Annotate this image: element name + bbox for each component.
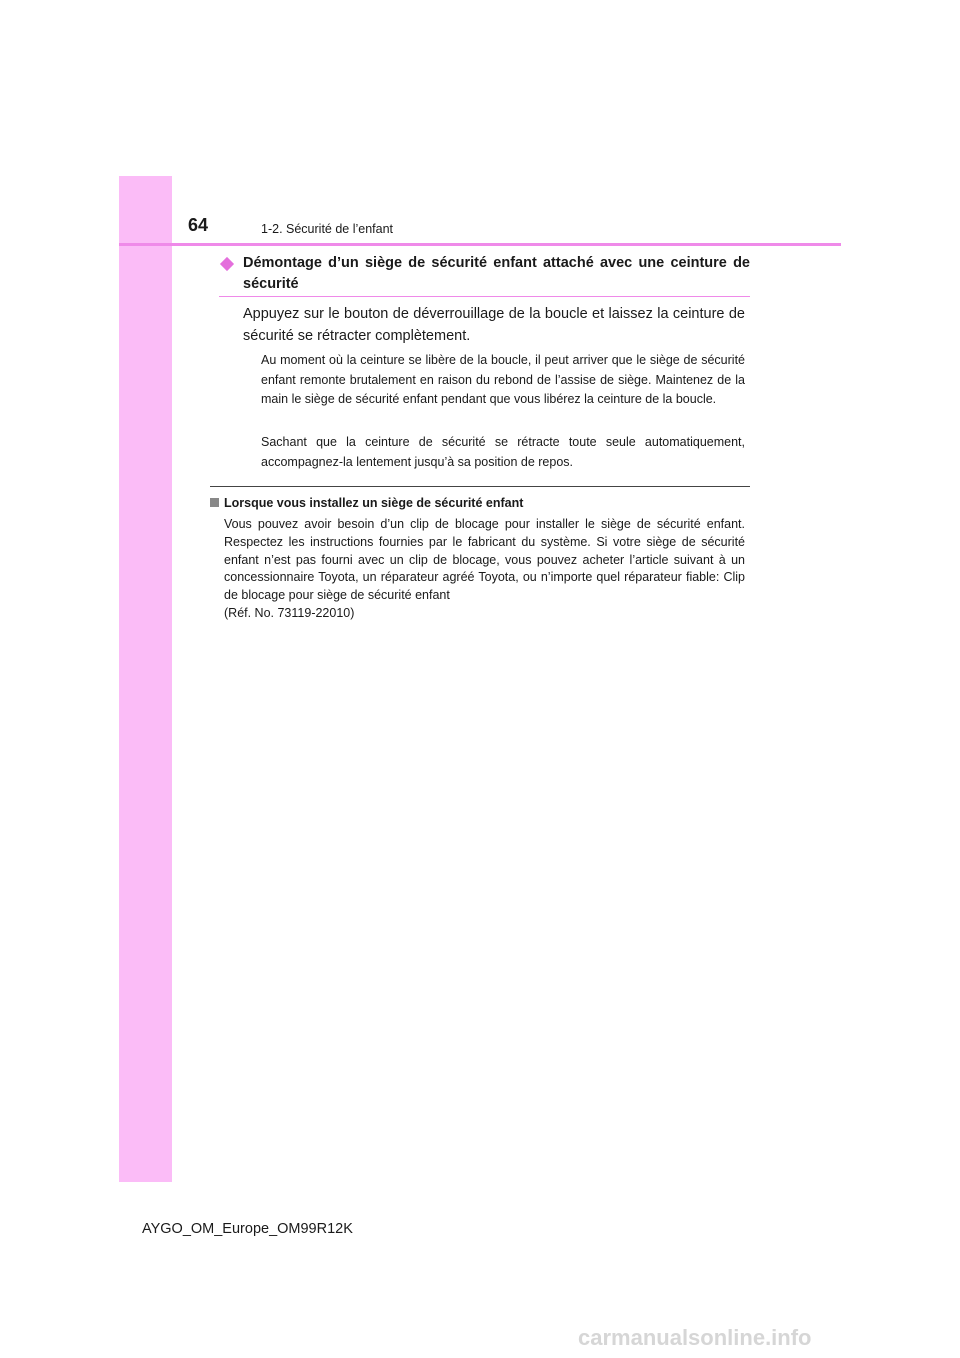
page-number: 64 <box>188 215 209 235</box>
subheading-text: Démontage d’un siège de sécurité enfant attaché avec une ceinture de sécurité <box>243 255 750 292</box>
watermark: carmanualsonline.info <box>578 1325 812 1350</box>
info-body-reference: (Réf. No. 73119-22010) <box>224 605 355 620</box>
info-heading-text: Lorsque vous installez un siège de sécurité enfant <box>224 496 524 510</box>
info-heading <box>210 496 523 510</box>
note-paragraph: Sachant que la ceinture de sécurité se rétracte toute seule automatiquement, accompagnez-la lentement jusqu’à sa position de repos. <box>261 435 745 469</box>
footer-document-code: AYGO_OM_Europe_OM99R12K <box>142 1221 353 1237</box>
diamond-bullet-icon <box>220 257 234 271</box>
subheading-rule <box>219 296 750 297</box>
note-paragraph: Au moment où la ceinture se libère de la boucle, il peut arriver que le siège de sécurité enfant remonte brutalement en raison du rebond de l’assise de siège. Maintenez de la main le siège de sécurité enfant pendant que vous libérez la ceinture de la boucle. <box>261 353 745 406</box>
section-divider <box>210 486 750 487</box>
step-text: Appuyez sur le bouton de déverrouillage de la boucle et laissez la ceinture de sécurité se rétracter complètement. <box>243 306 745 344</box>
header-rule <box>119 243 841 246</box>
section-title: 1-2. Sécurité de l’enfant <box>261 222 394 236</box>
side-color-strip <box>119 176 172 1182</box>
info-body <box>224 516 745 623</box>
subheading <box>219 253 750 295</box>
info-body-paragraph: Vous pouvez avoir besoin d’un clip de blocage pour installer le siège de sécurité enfant. Respectez les instructions fournies par le fabricant du système. Si votre siège de sécurité enfant n’est pas fourni avec un clip de blocage, vous pouvez acheter l’article suivant à un concessionnaire Toyota, un réparateur agréé Toyota, ou n’importe quel réparateur fiable: Clip de blocage pour siège de sécurité enfant <box>224 517 745 603</box>
square-bullet-icon <box>210 498 219 507</box>
